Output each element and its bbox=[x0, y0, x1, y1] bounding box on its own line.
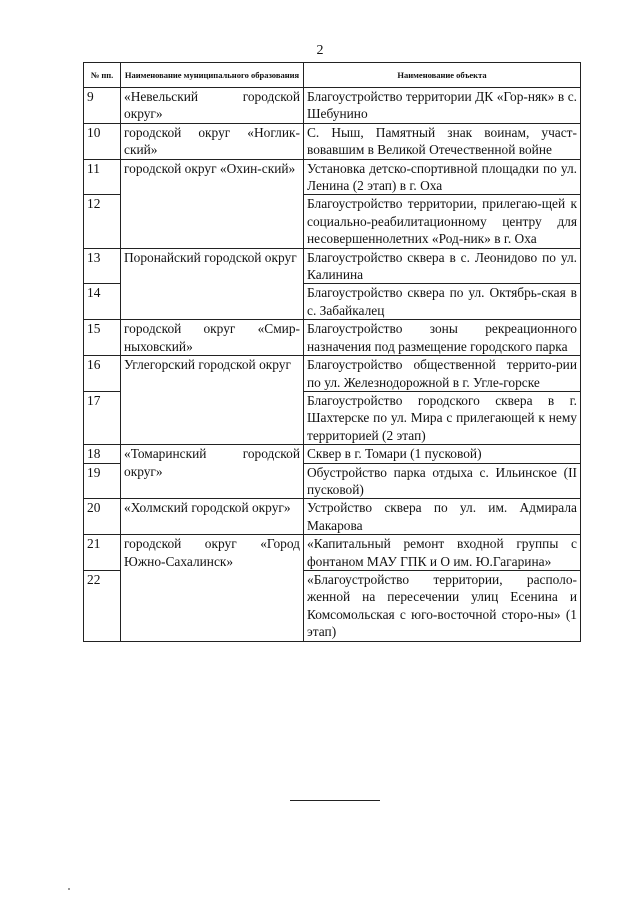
table-row bbox=[84, 320, 581, 356]
municipality-cell: городской округ «Ноглик-ский» bbox=[121, 123, 304, 159]
table-row bbox=[84, 356, 581, 392]
row-number: 19 bbox=[84, 463, 121, 499]
row-number: 21 bbox=[84, 535, 121, 571]
row-number: 18 bbox=[84, 445, 121, 463]
table-row bbox=[84, 248, 581, 284]
object-cell: С. Ныш, Памятный знак воинам, участ-вовавшим в Великой Отечественной войне bbox=[304, 123, 581, 159]
objects-table bbox=[83, 62, 581, 642]
header-num: № пп. bbox=[84, 63, 121, 88]
object-cell: Благоустройство общественной террито-рии по ул. Железнодорожной в г. Угле-горске bbox=[304, 356, 581, 392]
row-number: 13 bbox=[84, 248, 121, 284]
municipality-cell: «Томаринский городской округ» bbox=[121, 445, 304, 499]
municipality-cell: «Невельский городской округ» bbox=[121, 88, 304, 124]
object-cell: Установка детско-спортивной площадки по ул. Ленина (2 этап) в г. Оха bbox=[304, 159, 581, 195]
municipality-cell: Углегорский городской округ bbox=[121, 356, 304, 445]
header-municipality: Наименование муниципального образования bbox=[121, 63, 304, 88]
table-header-row bbox=[84, 63, 581, 88]
municipality-cell: Поронайский городской округ bbox=[121, 248, 304, 320]
row-number: 20 bbox=[84, 499, 121, 535]
row-number: 11 bbox=[84, 159, 121, 195]
table-row bbox=[84, 88, 581, 124]
row-number: 9 bbox=[84, 88, 121, 124]
row-number: 17 bbox=[84, 391, 121, 444]
object-cell: «Благоустройство территории, располо-женной на пересечении улиц Есенина и Комсомольская с юго-восточной сторо-ны» (1 этап) bbox=[304, 570, 581, 641]
object-cell: Благоустройство территории, прилегаю-щей к социально-реабилитационному центру для несовершеннолетних «Род-ник» в г. Оха bbox=[304, 195, 581, 248]
object-cell: Сквер в г. Томари (1 пусковой) bbox=[304, 445, 581, 463]
object-cell: Обустройство парка отдыха с. Ильинское (II пусковой) bbox=[304, 463, 581, 499]
object-cell: «Капитальный ремонт входной группы с фонтаном МАУ ГПК и О им. Ю.Гагарина» bbox=[304, 535, 581, 571]
object-cell: Благоустройство сквера в с. Леонидово по ул. Калинина bbox=[304, 248, 581, 284]
object-cell: Устройство сквера по ул. им. Адмирала Макарова bbox=[304, 499, 581, 535]
object-cell: Благоустройство территории ДК «Гор-няк» в с. Шебунино bbox=[304, 88, 581, 124]
municipality-cell: городской округ «Смир-ныховский» bbox=[121, 320, 304, 356]
row-number: 14 bbox=[84, 284, 121, 320]
object-cell: Благоустройство городского сквера в г. Шахтерске по ул. Мира с прилегающей к нему территорией (2 этап) bbox=[304, 391, 581, 444]
municipality-cell: «Холмский городской округ» bbox=[121, 499, 304, 535]
table-row bbox=[84, 535, 581, 571]
municipality-cell: городской округ «Охин-ский» bbox=[121, 159, 304, 248]
scan-speck bbox=[68, 888, 70, 890]
object-cell: Благоустройство зоны рекреационного назначения под размещение городского парка bbox=[304, 320, 581, 356]
table-row bbox=[84, 499, 581, 535]
page-number: 2 bbox=[316, 43, 324, 58]
row-number: 12 bbox=[84, 195, 121, 248]
header-object: Наименование объекта bbox=[304, 63, 581, 88]
object-cell: Благоустройство сквера по ул. Октябрь-ская в с. Забайкалец bbox=[304, 284, 581, 320]
municipality-cell: городской округ «Город Южно-Сахалинск» bbox=[121, 535, 304, 641]
table-row bbox=[84, 123, 581, 159]
row-number: 15 bbox=[84, 320, 121, 356]
row-number: 16 bbox=[84, 356, 121, 392]
table-row bbox=[84, 445, 581, 463]
end-divider bbox=[290, 800, 380, 801]
row-number: 22 bbox=[84, 570, 121, 641]
row-number: 10 bbox=[84, 123, 121, 159]
table-row bbox=[84, 159, 581, 195]
